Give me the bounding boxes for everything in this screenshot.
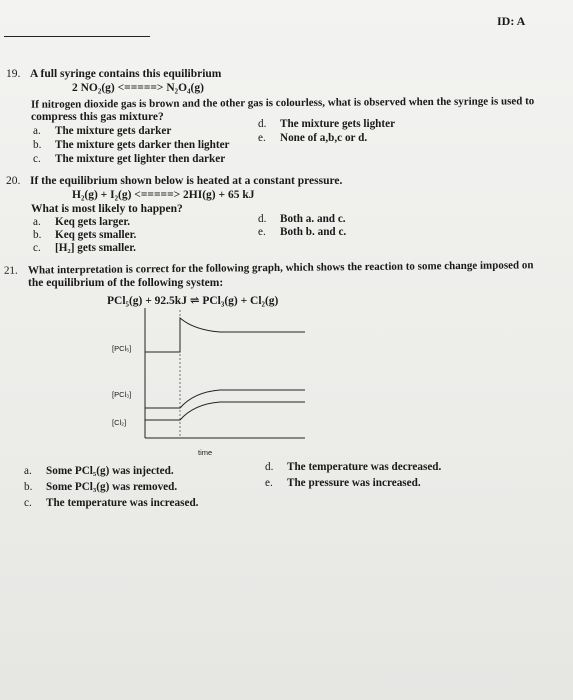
q19-equation: 2 NO₂(g) <=====> N₂O₄(g) <box>72 82 204 94</box>
q20-equation: H₂(g) + I₂(g) <=====> 2HI(g) + 65 kJ <box>72 189 255 201</box>
cl2-label: [Cl₂] <box>112 418 127 427</box>
q20-option-a[interactable]: a. Keq gets larger. <box>33 216 131 228</box>
q20-option-e[interactable]: e. Both b. and c. <box>258 226 347 238</box>
q21-option-e[interactable]: e. The pressure was increased. <box>265 477 421 489</box>
q20-option-b[interactable]: b. Keq gets smaller. <box>33 229 137 241</box>
name-blank-line <box>4 36 150 37</box>
q21-option-d[interactable]: d. The temperature was decreased. <box>265 461 442 473</box>
pcl5-label: [PCl₅] <box>112 344 132 353</box>
graph-svg <box>110 290 420 460</box>
q20-stem: What is most likely to happen? <box>31 203 183 215</box>
pcl5-curve <box>145 318 305 352</box>
q19-option-a[interactable]: a. The mixture gets darker <box>33 125 172 137</box>
q21-option-c[interactable]: c. The temperature was increased. <box>24 497 199 509</box>
q21-option-b[interactable]: b. Some PCl₃(g) was removed. <box>24 481 178 493</box>
q19-stem2: compress this gas mixture? <box>31 111 164 123</box>
q20-option-c[interactable]: c. [H₂] gets smaller. <box>33 242 136 254</box>
q21-question2: the equilibrium of the following system: <box>28 277 224 289</box>
q19-stem: If nitrogen dioxide gas is brown and the other gas is colourless, what is observed when the syringe is used to <box>30 95 535 111</box>
q21-option-a[interactable]: a. Some PCl₅(g) was injected. <box>24 465 174 477</box>
q19-text: A full syringe contains this equilibrium <box>30 68 222 80</box>
pcl3-label: [PCl₃] <box>112 390 132 399</box>
q19-option-d[interactable]: d. The mixture gets lighter <box>258 118 396 130</box>
q20-number: 20. <box>6 175 21 187</box>
q21-number: 21. <box>3 264 18 277</box>
id-label: ID: A <box>497 14 526 28</box>
q20-text: If the equilibrium shown below is heated at a constant pressure. <box>30 175 343 187</box>
concentration-time-graph <box>110 290 420 460</box>
cl2-curve <box>145 402 305 420</box>
pcl3-curve <box>145 390 305 408</box>
q21-equation: PCl₅(g) + 92.5kJ ⇌ PCl₃(g) + Cl₂(g) <box>107 295 279 307</box>
q19-question <box>6 68 221 80</box>
q19-option-e[interactable]: e. None of a,b,c or d. <box>258 132 368 144</box>
q21-question <box>4 259 534 277</box>
q19-number: 19. <box>6 68 21 80</box>
q20-question <box>6 175 342 187</box>
q21-text: What interpretation is correct for the following graph, which shows the reaction to some change imposed on <box>27 259 534 277</box>
q19-option-c[interactable]: c. The mixture get lighter then darker <box>33 153 226 165</box>
q20-option-d[interactable]: d. Both a. and c. <box>258 213 346 225</box>
q19-option-b[interactable]: b. The mixture gets darker then lighter <box>33 139 230 151</box>
time-label: time <box>198 448 213 457</box>
